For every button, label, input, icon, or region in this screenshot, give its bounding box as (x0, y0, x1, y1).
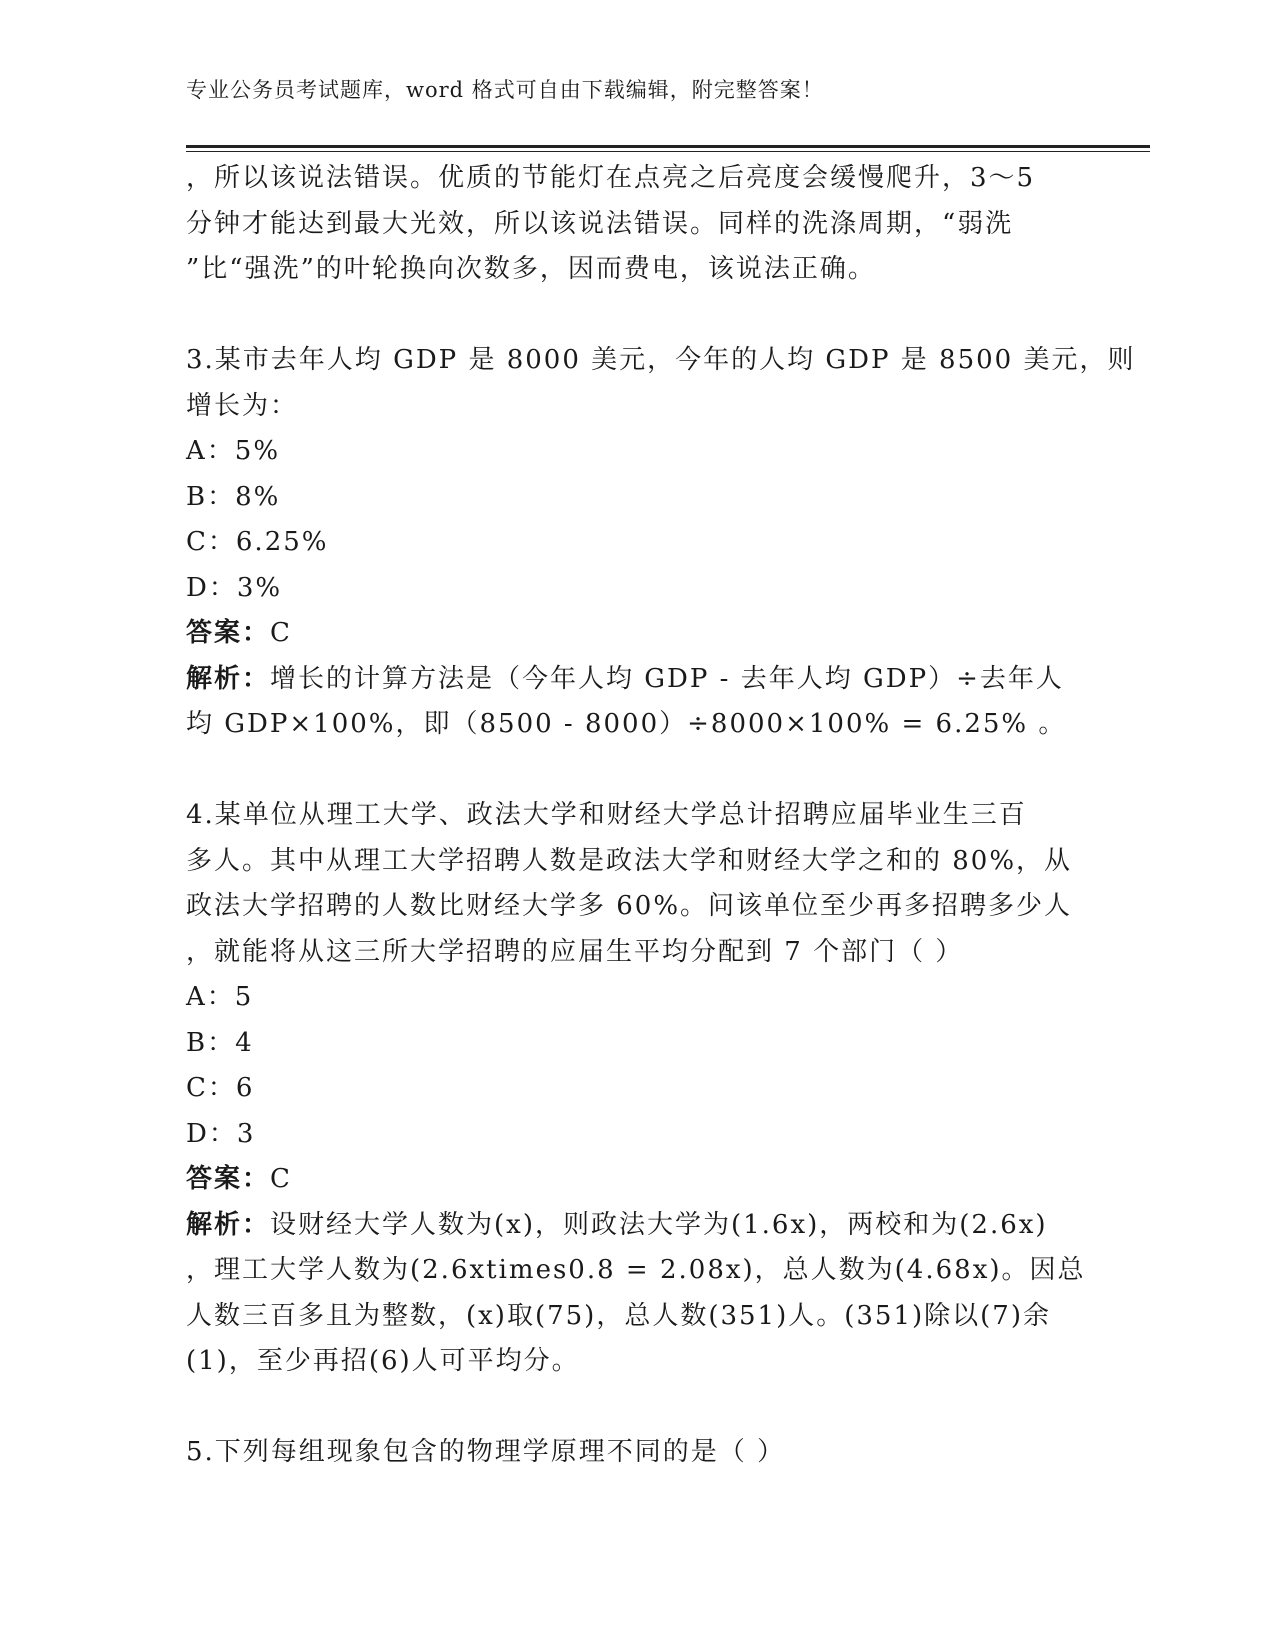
analysis-label: 解析： (186, 663, 271, 694)
analysis-text: 设财经大学人数为(x)，则政法大学为(1.6x)，两校和为(2.6x) (270, 1209, 1048, 1240)
analysis-text: 增长的计算方法是（今年人均 GDP - 去年人均 GDP）÷去年人 (270, 663, 1064, 694)
question-stem: 多人。其中从理工大学招聘人数是政法大学和财经大学之和的 80%，从 (186, 845, 1073, 876)
question-stem: 政法大学招聘的人数比财经大学多 60%。问该单位至少再多招聘多少人 (186, 891, 1073, 921)
option-b: B：4 (186, 1027, 254, 1058)
header-rule-thin (186, 151, 1150, 152)
answer-line (186, 1157, 1086, 1203)
question-stem: 5.下列每组现象包含的物理学原理不同的是（ ） (186, 1437, 786, 1467)
option-a: A：5% (186, 436, 281, 466)
analysis-line (186, 657, 1086, 703)
text-line: ，所以该说法错误。优质的节能灯在点亮之后亮度会缓慢爬升，3～5 (186, 163, 1036, 193)
question-stem: 增长为： (186, 390, 299, 421)
answer-label: 答案： (186, 618, 271, 648)
analysis-text: 均 GDP×100%，即（8500 - 8000）÷8000×100% = 6.25% 。 (186, 709, 1067, 739)
option-d: D：3% (186, 572, 283, 603)
analysis-text: 人数三百多且为整数，(x)取(75)，总人数(351)人。(351)除以(7)余 (186, 1300, 1051, 1331)
option-d: D：3 (186, 1118, 256, 1149)
header-rule-thick (186, 145, 1150, 148)
question-stem: 4.某单位从理工大学、政法大学和财经大学总计招聘应届毕业生三百 (186, 800, 1027, 830)
question-4 (186, 793, 1086, 1385)
question-5 (186, 1430, 1086, 1476)
question-stem: 3.某市去年人均 GDP 是 8000 美元，今年的人均 GDP 是 8500 美元，则 (186, 345, 1136, 375)
question-stem: ，就能将从这三所大学招聘的应届生平均分配到 7 个部门（ ） (186, 936, 964, 967)
answer-value: C (270, 1164, 292, 1194)
page-header: 专业公务员考试题库，word 格式可自由下载编辑，附完整答案！ (186, 78, 824, 102)
analysis-label: 解析： (186, 1209, 271, 1240)
option-c: C：6 (186, 1073, 255, 1103)
analysis-text: ，理工大学人数为(2.6xtimes0.8 = 2.08x)，总人数为(4.68x)。因总 (186, 1255, 1086, 1285)
text-line: ”比“强洗”的叶轮换向次数多，因而费电，该说法正确。 (186, 254, 876, 284)
answer-line (186, 611, 1086, 657)
question-3 (186, 338, 1136, 748)
answer-value: C (270, 618, 292, 648)
document-body (186, 156, 1136, 1476)
continuation-text (186, 156, 1086, 293)
text-line: 分钟才能达到最大光效，所以该说法错误。同样的洗涤周期，“弱洗 (186, 208, 1014, 239)
analysis-line (186, 1203, 1086, 1249)
option-c: C：6.25% (186, 527, 329, 557)
option-a: A：5 (186, 982, 254, 1012)
analysis-text: (1)，至少再招(6)人可平均分。 (186, 1346, 580, 1376)
answer-label: 答案： (186, 1164, 271, 1194)
option-b: B：8% (186, 481, 281, 512)
